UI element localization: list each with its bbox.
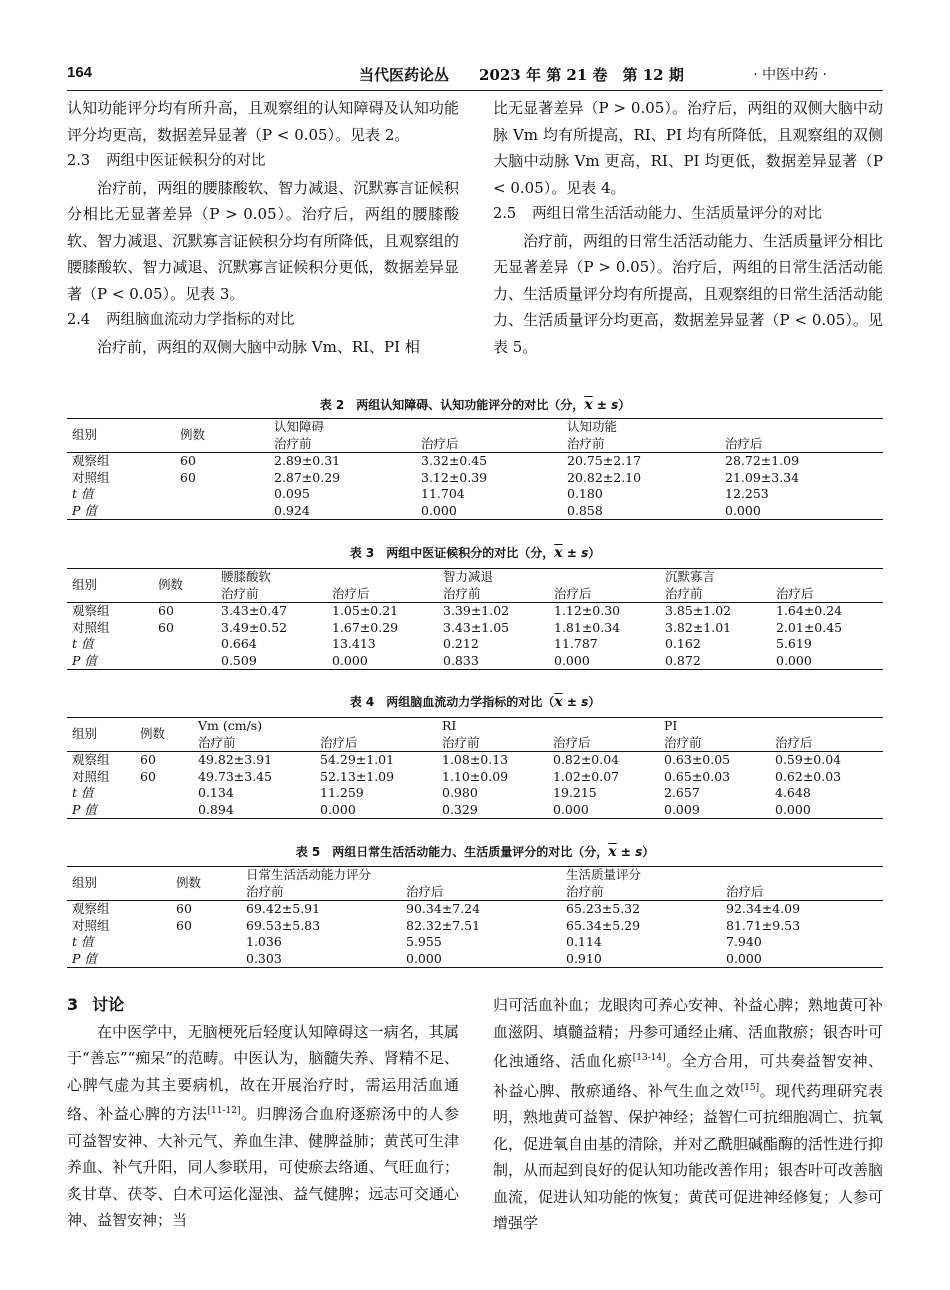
table-3 [67, 568, 883, 670]
header-count: 例数 [171, 867, 241, 901]
subheader: 治疗前 [567, 435, 605, 451]
header-count: 例数 [135, 718, 193, 752]
subheader: 治疗前 [443, 585, 481, 601]
table-3-caption: 表 3 两组中医证候积分的对比（分，$\overline{x} \pm s$） [349, 545, 601, 561]
table-row: t 值 0.664 13.413 0.212 11.787 0.162 5.619 [72, 636, 812, 651]
header-cognitive-function: 认知功能 [562, 419, 883, 436]
header-group-3: 沉默寡言 [660, 569, 883, 586]
table-row: 观察组 60 49.82±3.91 54.29±1.01 1.08±0.13 0.82±0.04 0.63±0.05 0.59±0.04 [67, 752, 883, 769]
header-group: 组别 [67, 718, 135, 752]
table-row: 观察组 60 3.43±0.47 1.05±0.21 3.39±1.02 1.12±0.30 3.85±1.02 1.64±0.24 [67, 603, 883, 620]
table-2-caption: 表 2 两组认知障碍、认知功能评分的对比（分，$\overline{x} \pm s$） [319, 397, 631, 413]
table-row: 观察组 60 69.42±5.91 90.34±7.24 65.23±5.32 92.34±4.09 [67, 901, 883, 918]
subheader: 治疗后 [406, 883, 444, 899]
subheader: 治疗后 [776, 585, 814, 601]
paragraph: 比无显著差异（P > 0.05）。治疗后，两组的双侧大脑中动脉 Vm 均有所提高，RI、PI 均有所降低，且观察组的双侧大脑中动脉 Vm 更高，RI、PI 均更低，数据差异显著（P < 0.05）。见表 4。 [493, 99, 883, 197]
table-row: P 值 0.894 0.000 0.329 0.000 0.009 0.000 [67, 802, 883, 819]
paragraph: 治疗前，两组的腰膝酸软、智力减退、沉默寡言证候积分相比无显著差异（P > 0.05）。治疗后，两组的腰膝酸软、智力减退、沉默寡言证候积分均有所降低，且观察组的腰膝酸软、智力减退、沉默寡言证候积分更低，数据差异显著（P < 0.05）。见表 3。 [67, 178, 459, 303]
journal-title: 当代医药论丛 2023 年 第 21 卷 第 12 期 [359, 66, 684, 84]
section-heading-2-5: 2.5 两组日常生活活动能力、生活质量评分的对比 [493, 206, 823, 222]
table-row: P 值 0.303 0.000 0.910 0.000 [67, 951, 883, 968]
table-row: 对照组 60 2.87±0.29 3.12±0.39 20.82±2.10 21.09±3.34 [72, 469, 800, 485]
running-header [67, 64, 883, 90]
section-heading-2-3: 2.3 两组中医证候积分的对比 [67, 153, 266, 169]
header-vm: Vm (cm/s) [193, 718, 437, 735]
subheader: 治疗后 [332, 585, 370, 601]
header-count: 例数 [153, 569, 216, 603]
left-column-top [67, 95, 459, 360]
paragraph: 治疗前，两组的双侧大脑中动脉 Vm、RI、PI 相 [97, 337, 420, 356]
paragraph: 认知功能评分均有所升高，且观察组的认知障碍及认知功能评分均更高，数据差异显著（P < 0.05）。见表 2。 [67, 99, 459, 144]
table-row: t 值 0.134 11.259 0.980 19.215 2.657 4.648 [72, 785, 811, 800]
subheader: 治疗后 [553, 734, 591, 750]
table-row: 对照组 60 3.49±0.52 1.67±0.29 3.43±1.05 1.81±0.34 3.82±1.01 2.01±0.45 [72, 619, 843, 635]
table-5 [67, 866, 883, 968]
header-qol: 生活质量评分 [561, 867, 883, 884]
subheader: 治疗前 [198, 734, 236, 750]
table-4-caption: 表 4 两组脑血流动力学指标的对比$(\overline{x} \pm s)$ [349, 694, 601, 710]
header-rule [67, 90, 883, 91]
header-cognitive-impairment: 认知障碍 [269, 419, 562, 436]
header-group: 组别 [67, 419, 175, 453]
paragraph: 归可活血补血；龙眼肉可养心安神、补益心脾；熟地黄可补血滋阴、填髓益精；丹参可通经止痛、活血散瘀；银杏叶可化浊通络、活血化瘀[13-14]。全方合用，可共奏益智安神、补益心脾、散瘀通络、补气生血之效[15]。现代药理研究表明，熟地黄可益智、保护神经；益智仁可抗细胞凋亡、抗氧化，促进氧自由基的清除，并对乙酰胆碱酯酶的活性进行抑制，从而起到良好的促认知功能改善作用；银杏叶可改善脑血流，促进认知功能的恢复；黄芪可促进神经修复；人参可增强学 [493, 996, 884, 1232]
subheader: 治疗前 [665, 585, 703, 601]
header-group: 组别 [67, 867, 171, 901]
discussion-left [67, 992, 459, 1234]
table-4 [67, 717, 883, 819]
subheader: 治疗前 [442, 734, 480, 750]
paragraph: 治疗前，两组的日常生活活动能力、生活质量评分相比无显著差异（P > 0.05）。治疗后，两组的日常生活活动能力、生活质量评分均有所提高，且观察组的日常生活活动能力、生活质量评分均更高，数据差异显著（P < 0.05）。见表 5。 [493, 231, 884, 356]
section-heading-2-4: 2.4 两组脑血流动力学指标的对比 [67, 312, 295, 328]
subheader: 治疗后 [554, 585, 592, 601]
subheader: 治疗后 [421, 435, 459, 451]
subheader: 治疗后 [775, 734, 813, 750]
paragraph: 在中医学中，无脑梗死后轻度认知障碍这一病名，其属于“善忘”“痴呆”的范畴。中医认为，脑髓失养、肾精不足、心脾气虚为其主要病机，故在开展治疗时，需运用活血通络、补益心脾的方法[11-12]。归脾汤合血府逐瘀汤中的人参可益智安神、大补元气、养血生津、健脾益肺；黄芪可生津养血、补气升阳，同人参联用，可使瘀去络通、气旺血行；炙甘草、茯苓、白术可运化湿浊、益气健脾；远志可交通心神、益智安神；当 [67, 1022, 459, 1229]
header-adl: 日常生活活动能力评分 [241, 867, 561, 884]
subheader: 治疗前 [566, 883, 604, 899]
header-ri: RI [437, 718, 659, 735]
subheader: 治疗前 [274, 435, 312, 451]
table-row: 对照组 60 49.73±3.45 52.13±1.09 1.10±0.09 1.02±0.07 0.65±0.03 0.62±0.03 [72, 768, 842, 784]
section-heading-3: 3 讨论 [67, 995, 125, 1014]
subheader: 治疗后 [320, 734, 358, 750]
subheader: 治疗前 [664, 734, 702, 750]
table-row: 观察组 60 2.89±0.31 3.32±0.45 20.75±2.17 28.72±1.09 [67, 453, 883, 470]
header-group-2: 智力减退 [438, 569, 660, 586]
subheader: 治疗后 [725, 435, 763, 451]
header-group: 组别 [67, 569, 153, 603]
subheader: 治疗后 [726, 883, 764, 899]
subheader: 治疗前 [221, 585, 259, 601]
section-label: · 中医中药 · [753, 67, 827, 83]
table-row: P 值 0.924 0.000 0.858 0.000 [67, 503, 883, 520]
table-row: t 值 0.095 11.704 0.180 12.253 [72, 486, 769, 501]
right-column-top [493, 95, 883, 360]
discussion-right [493, 992, 883, 1237]
table-row: P 值 0.509 0.000 0.833 0.000 0.872 0.000 [67, 653, 883, 670]
table-row: t 值 1.036 5.955 0.114 7.940 [72, 934, 762, 949]
header-pi: PI [659, 718, 883, 735]
header-group-1: 腰膝酸软 [216, 569, 438, 586]
table-row: 对照组 60 69.53±5.83 82.32±7.51 65.34±5.29 81.71±9.53 [72, 917, 801, 933]
table-5-caption: 表 5 两组日常生活活动能力、生活质量评分的对比（分，$\overline{x} \pm s$） [295, 844, 655, 860]
table-2 [67, 418, 883, 520]
subheader: 治疗前 [246, 883, 284, 899]
page-number: 164 [67, 64, 93, 81]
header-count: 例数 [175, 419, 269, 453]
